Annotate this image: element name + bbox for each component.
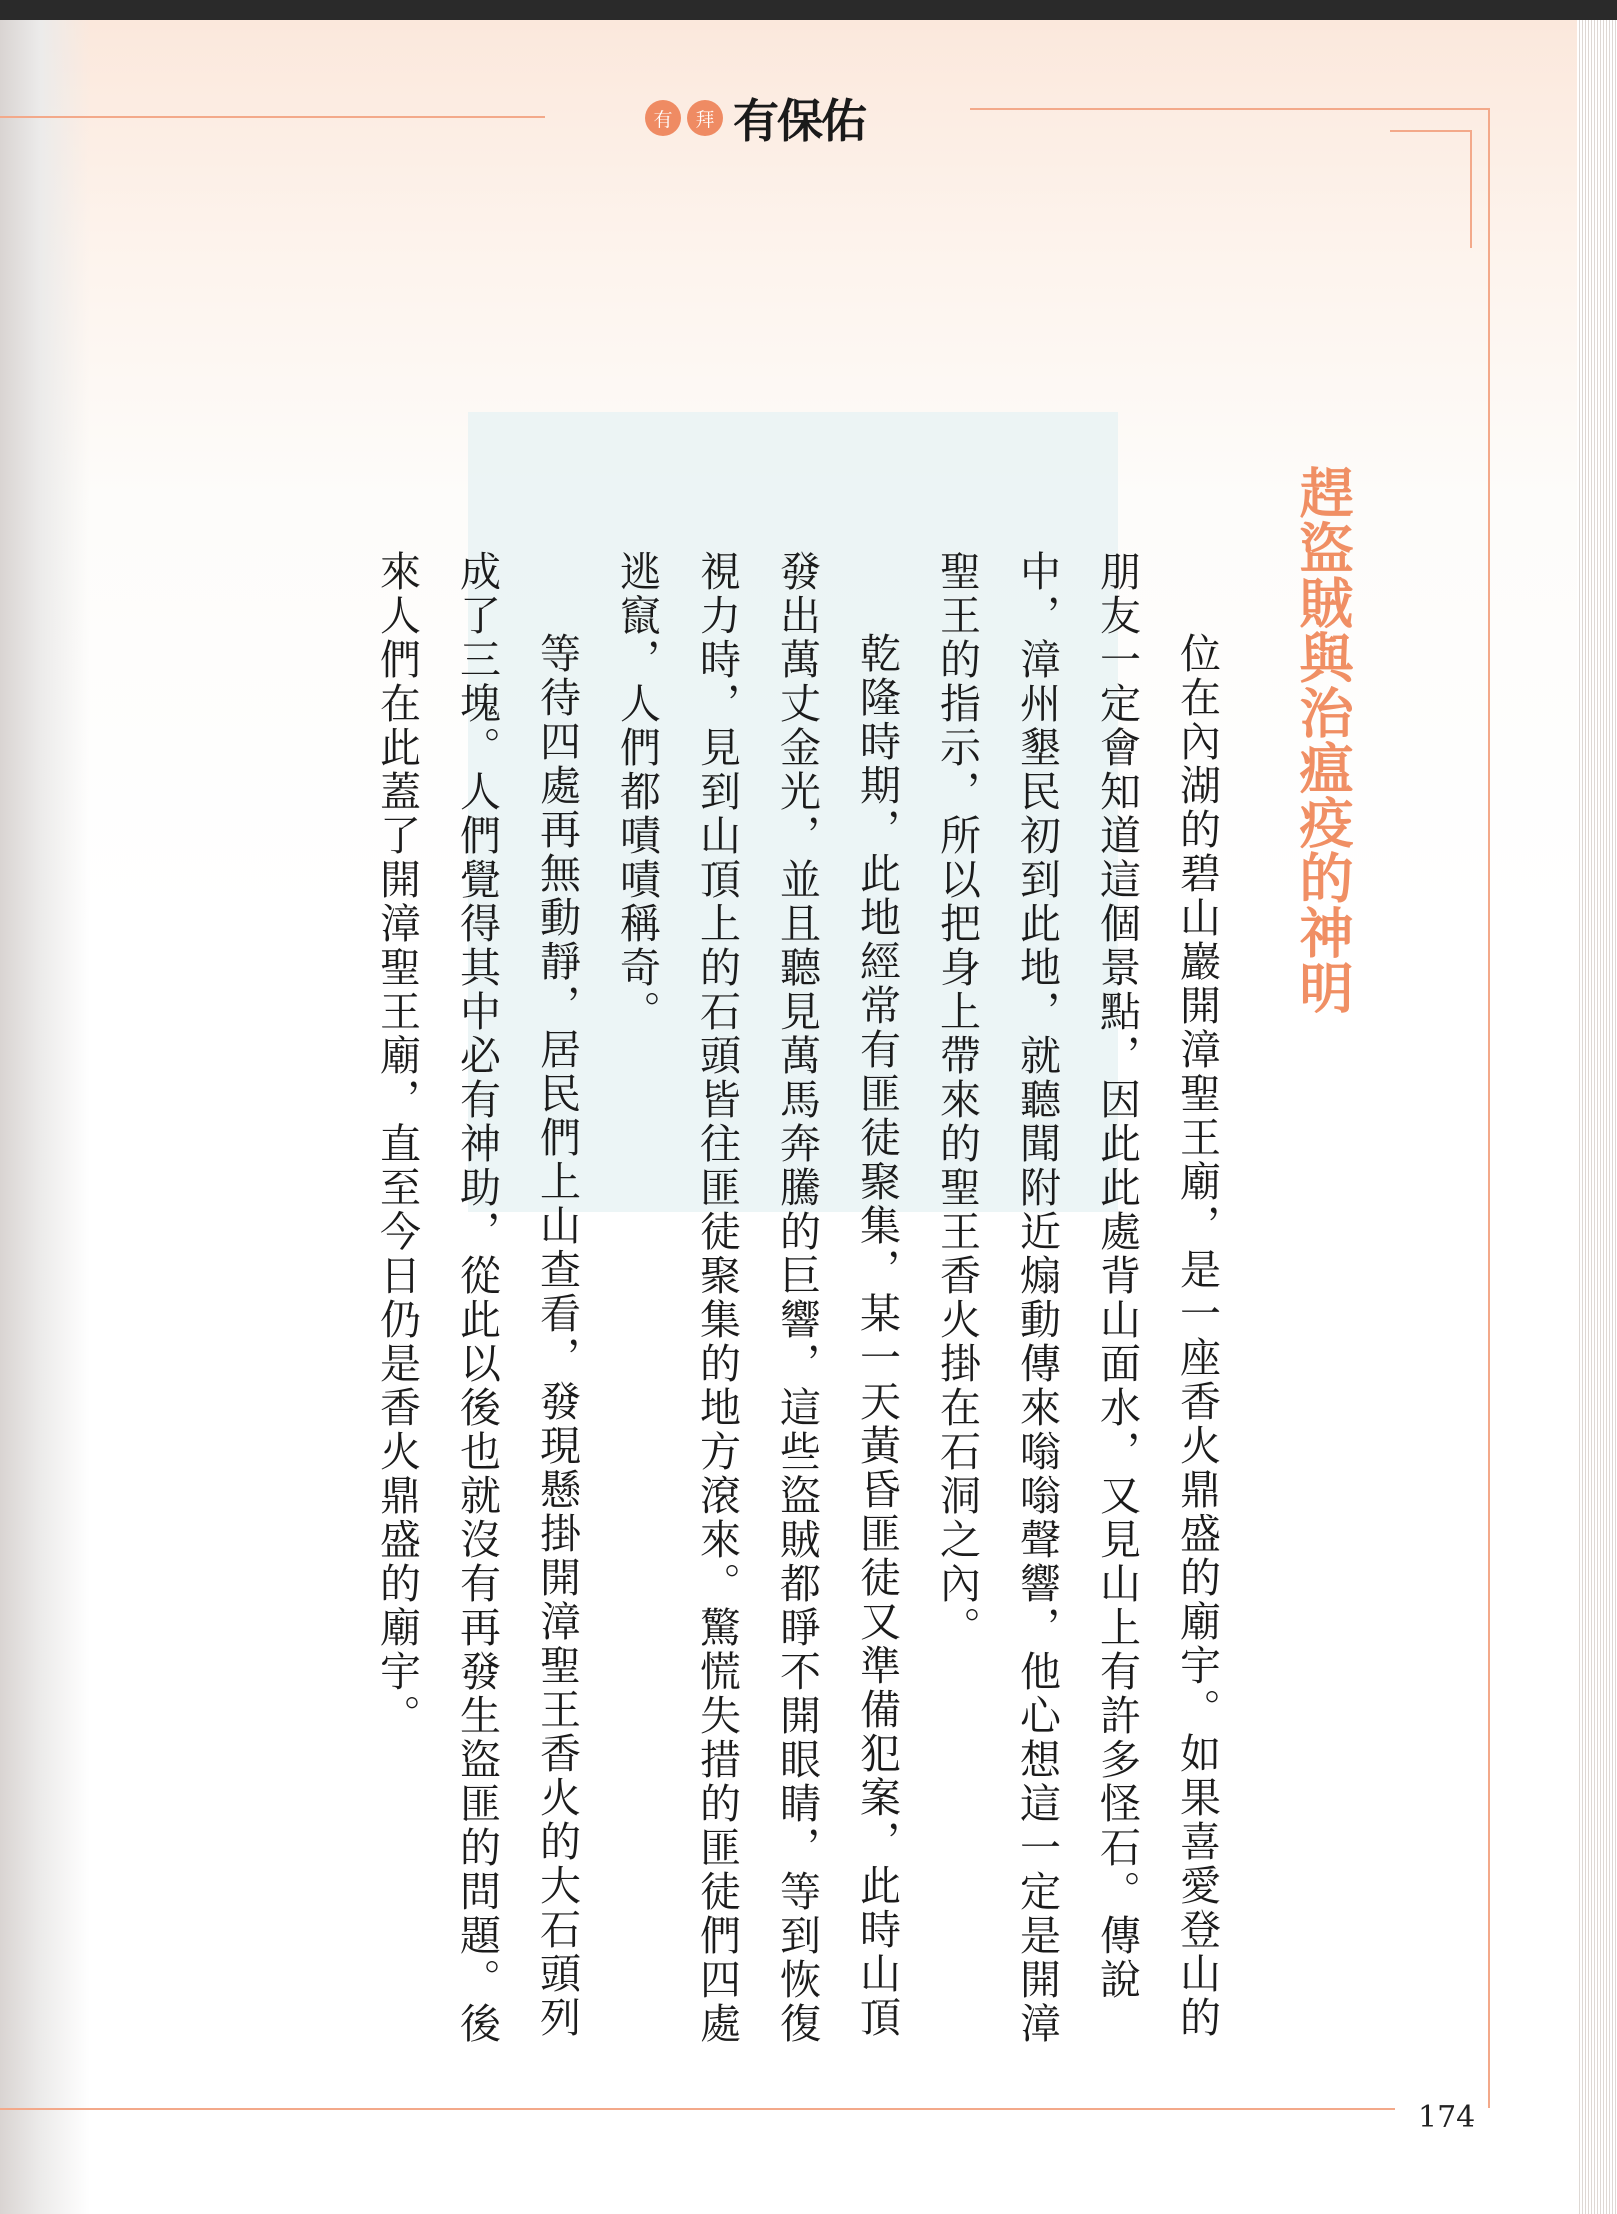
paragraph-3: 等待四處再無動靜，居民們上山查看，發現懸掛開漳聖王香火的大石頭列成了三塊。人們覺得其中必有神助，從此以後也就沒有再發生盜匪的問題。後來人們在此蓋了開漳聖王廟，直至今日仍是香火鼎盛的廟宇。 (373, 550, 581, 2046)
logo-text: 有保佑 (733, 94, 865, 148)
page-gutter-shadow (0, 20, 90, 2214)
header-rule-left (0, 116, 545, 118)
paragraph-2: 乾隆時期，此地經常有匪徒聚集，某一天黃昏匪徒又準備犯案，此時山頂發出萬丈金光，並且聽見萬馬奔騰的巨響，這些盜賊都睜不開眼睛，等到恢復視力時，見到山頂上的石頭皆往匪徒聚集的地方滾來。驚慌失措的匪徒們四處逃竄，人們都嘖嘖稱奇。 (613, 550, 901, 2046)
header-logo (645, 78, 865, 158)
article-body (357, 550, 1237, 2050)
paragraph-1: 位在內湖的碧山巖開漳聖王廟，是一座香火鼎盛的廟宇。如果喜愛登山的朋友一定會知道這個景點，因此此處背山面水，又見山上有許多怪石。傳說中，漳州墾民初到此地，就聽聞附近煽動傳來嗡嗡聲響，他心想這一定是開漳聖王的指示，所以把身上帶來的聖王香火掛在石洞之內。 (933, 550, 1221, 2046)
page-number: 174 (1418, 2100, 1476, 2135)
logo-badge-1: 有 (645, 100, 681, 136)
corner-ornament-outer (1488, 108, 1490, 248)
corner-ornament-step (1390, 130, 1472, 132)
side-rule-right (1488, 248, 1490, 2108)
book-page (0, 20, 1617, 2214)
corner-ornament-inner (1470, 130, 1472, 248)
article-title: 趕盜賊與治瘟疫的神明 (1291, 465, 1354, 1015)
header-rule-right (970, 108, 1490, 110)
logo-badge-2: 拜 (687, 100, 723, 136)
page-edge-stack (1577, 20, 1617, 2214)
footer-rule (0, 2108, 1395, 2110)
